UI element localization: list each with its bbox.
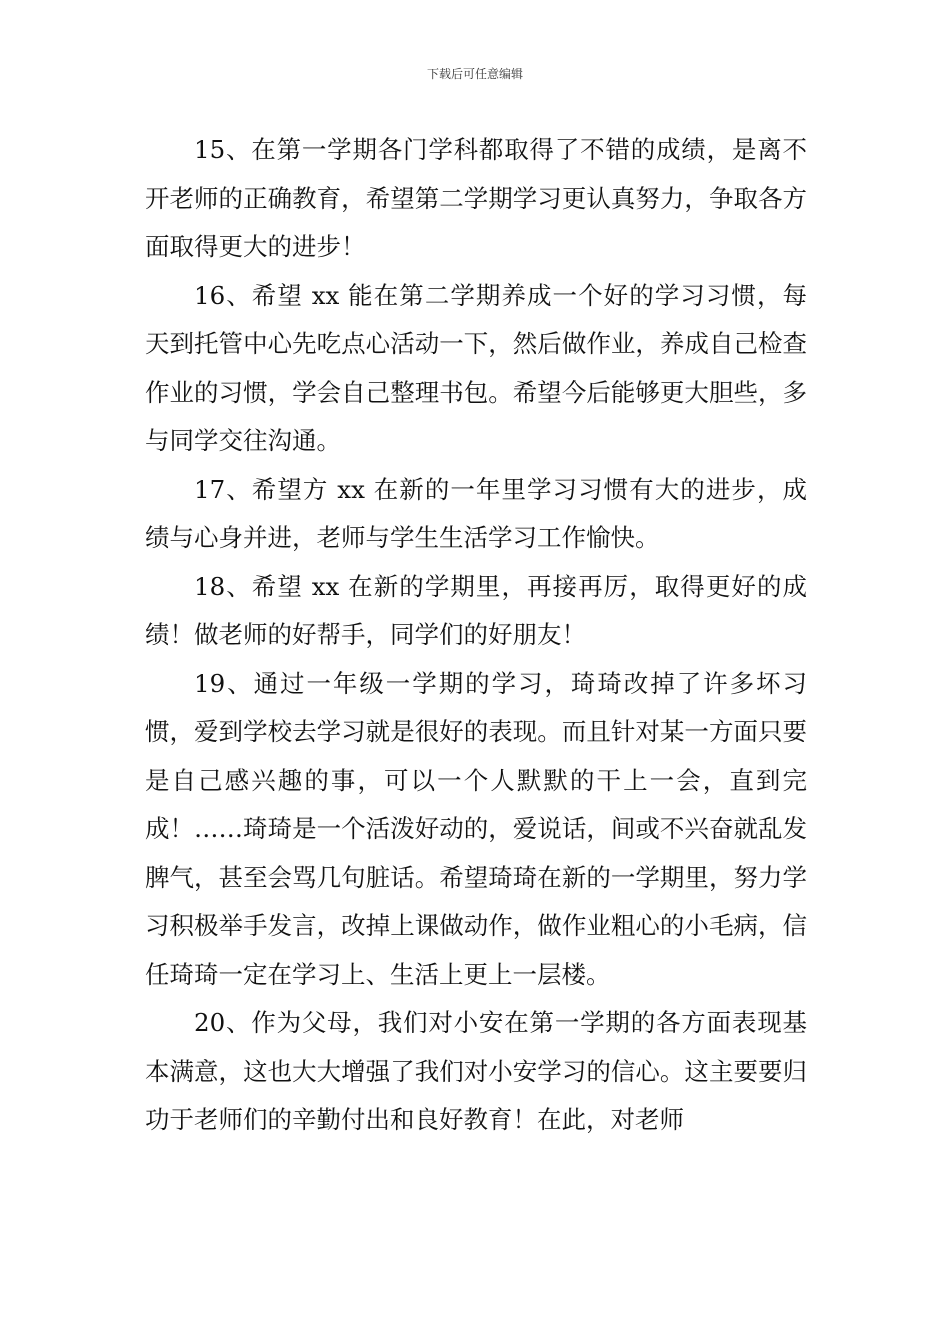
paragraph-20: 20、作为父母，我们对小安在第一学期的各方面表现基本满意，这也大大增强了我们对小安学习的信心。这主要要归功于老师们的辛勤付出和良好教育！在此，对老师 xyxy=(145,1008,807,1134)
page-header: 下载后可任意编辑 xyxy=(426,67,523,81)
paragraph-17: 17、希望方 xx 在新的一年里学习习惯有大的进步，成绩与心身并进，老师与学生生活学习工作愉快。 xyxy=(145,474,807,552)
paragraph-19: 19、通过一年级一学期的学习，琦琦改掉了许多坏习惯，爱到学校去学习就是很好的表现。而且针对某一方面只要是自己感兴趣的事，可以一个人默默的干上一会，直到完成！……琦琦是一个活泼好动的，爱说话，间或不兴奋就乱发脾气，甚至会骂几句脏话。希望琦琦在新的一学期里，努力学习积极举手发言，改掉上课做动作，做作业粗心的小毛病，信任琦琦一定在学习上、生活上更上一层楼。 xyxy=(145,668,807,989)
paragraph-15: 15、在第一学期各门学科都取得了不错的成绩，是离不开老师的正确教育，希望第二学期学习更认真努力，争取各方面取得更大的进步！ xyxy=(145,135,807,261)
document-body xyxy=(145,126,807,1145)
paragraph-18: 18、希望 xx 在新的学期里，再接再厉，取得更好的成绩！做老师的好帮手，同学们的好朋友！ xyxy=(145,571,807,649)
paragraph-16: 16、希望 xx 能在第二学期养成一个好的学习习惯，每天到托管中心先吃点心活动一下，然后做作业，养成自己检查作业的习惯，学会自己整理书包。希望今后能够更大胆些，多与同学交往沟通。 xyxy=(145,280,807,455)
